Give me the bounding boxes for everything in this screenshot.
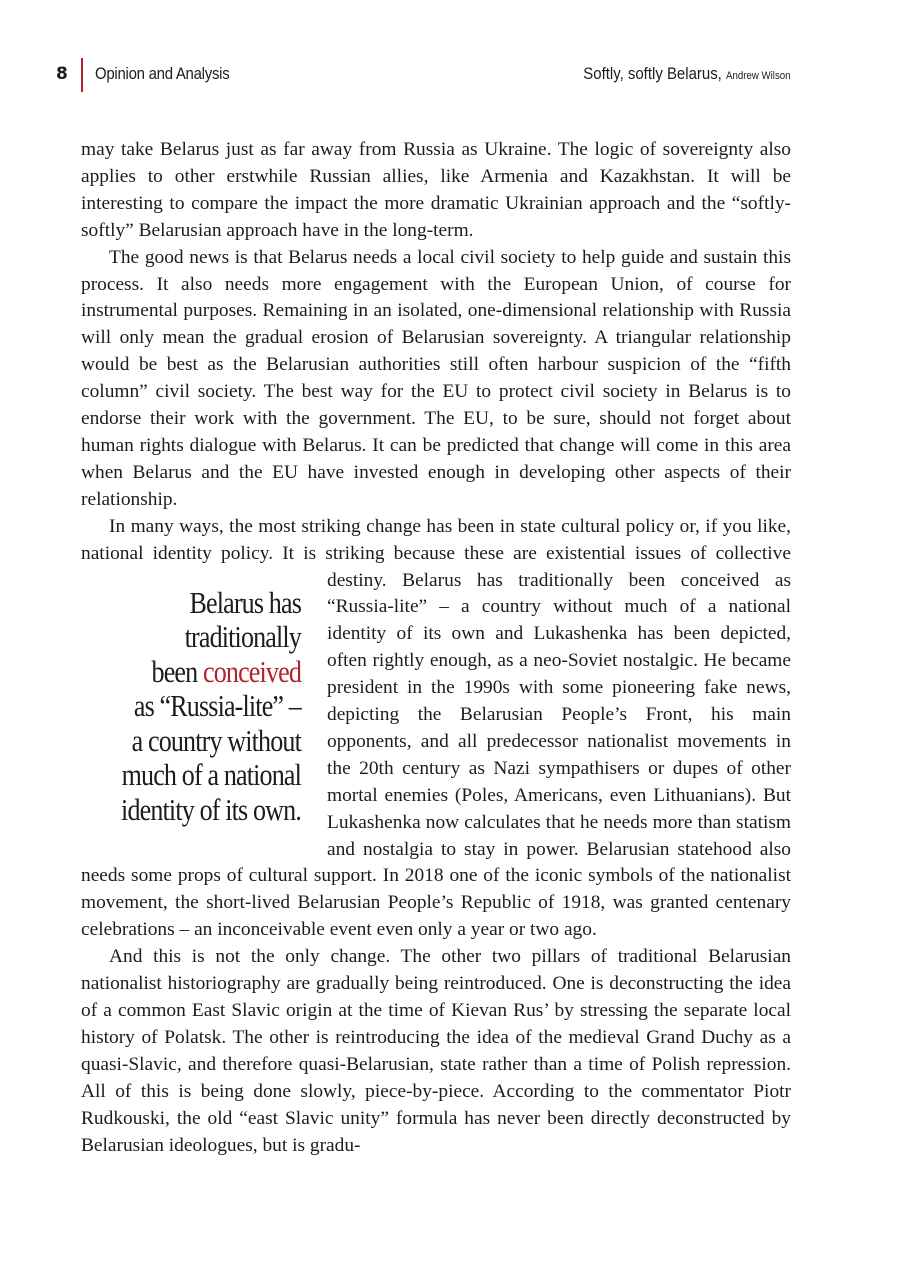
pull-quote-highlight: conceived	[203, 653, 301, 689]
pull-quote-line: traditionally	[184, 619, 301, 654]
section-title: Opinion and Analysis	[95, 64, 230, 83]
pull-quote	[81, 586, 301, 854]
pull-quote-line	[116, 655, 301, 690]
pull-quote-text: been	[151, 653, 204, 689]
paragraph: The good news is that Belarus needs a local civil society to help guide and sustain this process. It also needs more engagement with the European Union, of course for instrumental purposes. Remaining in an isolated, one-dimensional relationship with Russia will only mean the gradual erosion of Belarusian sovereignty. A triangular relationship would be best as the Belarusian authorities still often harbour suspicion of the “fifth column” civil society. The best way for the EU to protect civil society in Belarus is to endorse their work with the government. The EU, to be sure, should not forget about human rights dialogue with Belarus. It can be predicted that change will come in this area when Belarus and the EU have invested enough in developing other aspects of their relationship.	[81, 246, 791, 510]
page-number: 8	[56, 64, 68, 84]
running-title: Softly, softly Belarus,	[583, 64, 723, 83]
pull-quote-line: identity of its own.	[121, 791, 301, 827]
page-header	[0, 58, 899, 94]
pull-quote-line: Belarus has	[189, 584, 301, 620]
header-divider	[81, 58, 83, 92]
pull-quote-line: a country without	[131, 722, 301, 758]
author-name: Andrew Wilson	[726, 70, 791, 82]
paragraph: And this is not the only change. The other two pillars of traditional Belarusian nationalist historiography are gradually being reintroduced. One is deconstructing the idea of a common East Slavic origin at the time of Kievan Rus’ by stressing the separate local history of Polatsk. The other is reintroducing the idea of the medieval Grand Duchy as a quasi-Slavic, and therefore quasi-Belarusian, state rather than a time of Polish repression. All of this is being done slowly, piece-by-piece. According to the commentator Piotr Rudkouski, the old “east Slavic unity” formula has never been directly deconstructed by Belarusian ideologues, but is gradu-	[81, 946, 791, 1156]
running-head	[584, 64, 791, 84]
paragraph-rest: of collective destiny. Belarus has traditionally been conceived as “Russia-lite” – a country without much of a national identity of its own and Lukashenka has been depicted, often rightly enough, as a neo-Soviet nostalgic. He became president in the 1990s with some pioneering fake news, depicting the Belarusian People’s Front, his main opponents, and all predecessor nationalist movements in the 20th century as Nazi sympathisers or dupes of other mortal enemies (Poles, Americans, even Lithuanians). But Lukashenka now calculates that he needs more than statism and nostalgia to stay in power. Belarusian statehood also needs some props of cultural support. In 2018 one of the iconic symbols of the nationalist movement, the short-lived Belarusian People’s Republic of 1918, was granted centenary celebrations – an inconceivable event even only a year or two ago.	[81, 542, 791, 941]
pull-quote-line: much of a national	[121, 757, 301, 792]
pull-quote-line: as “Russia-lite” –	[133, 688, 301, 723]
article-body	[81, 137, 791, 1159]
paragraph	[81, 514, 791, 945]
paragraph-start: In many ways, the most striking change has been in state cultural policy or, if you like, national identity policy. It is striking because these are existential issues	[81, 515, 791, 564]
paragraph: may take Belarus just as far away from Russia as Ukraine. The logic of sovereignty also applies to other erstwhile Russian allies, like Armenia and Kazakhstan. It will be interesting to compare the impact the more dramatic Ukrainian approach and the “softly-softly” Belarusian approach have in the long-term.	[81, 139, 791, 241]
